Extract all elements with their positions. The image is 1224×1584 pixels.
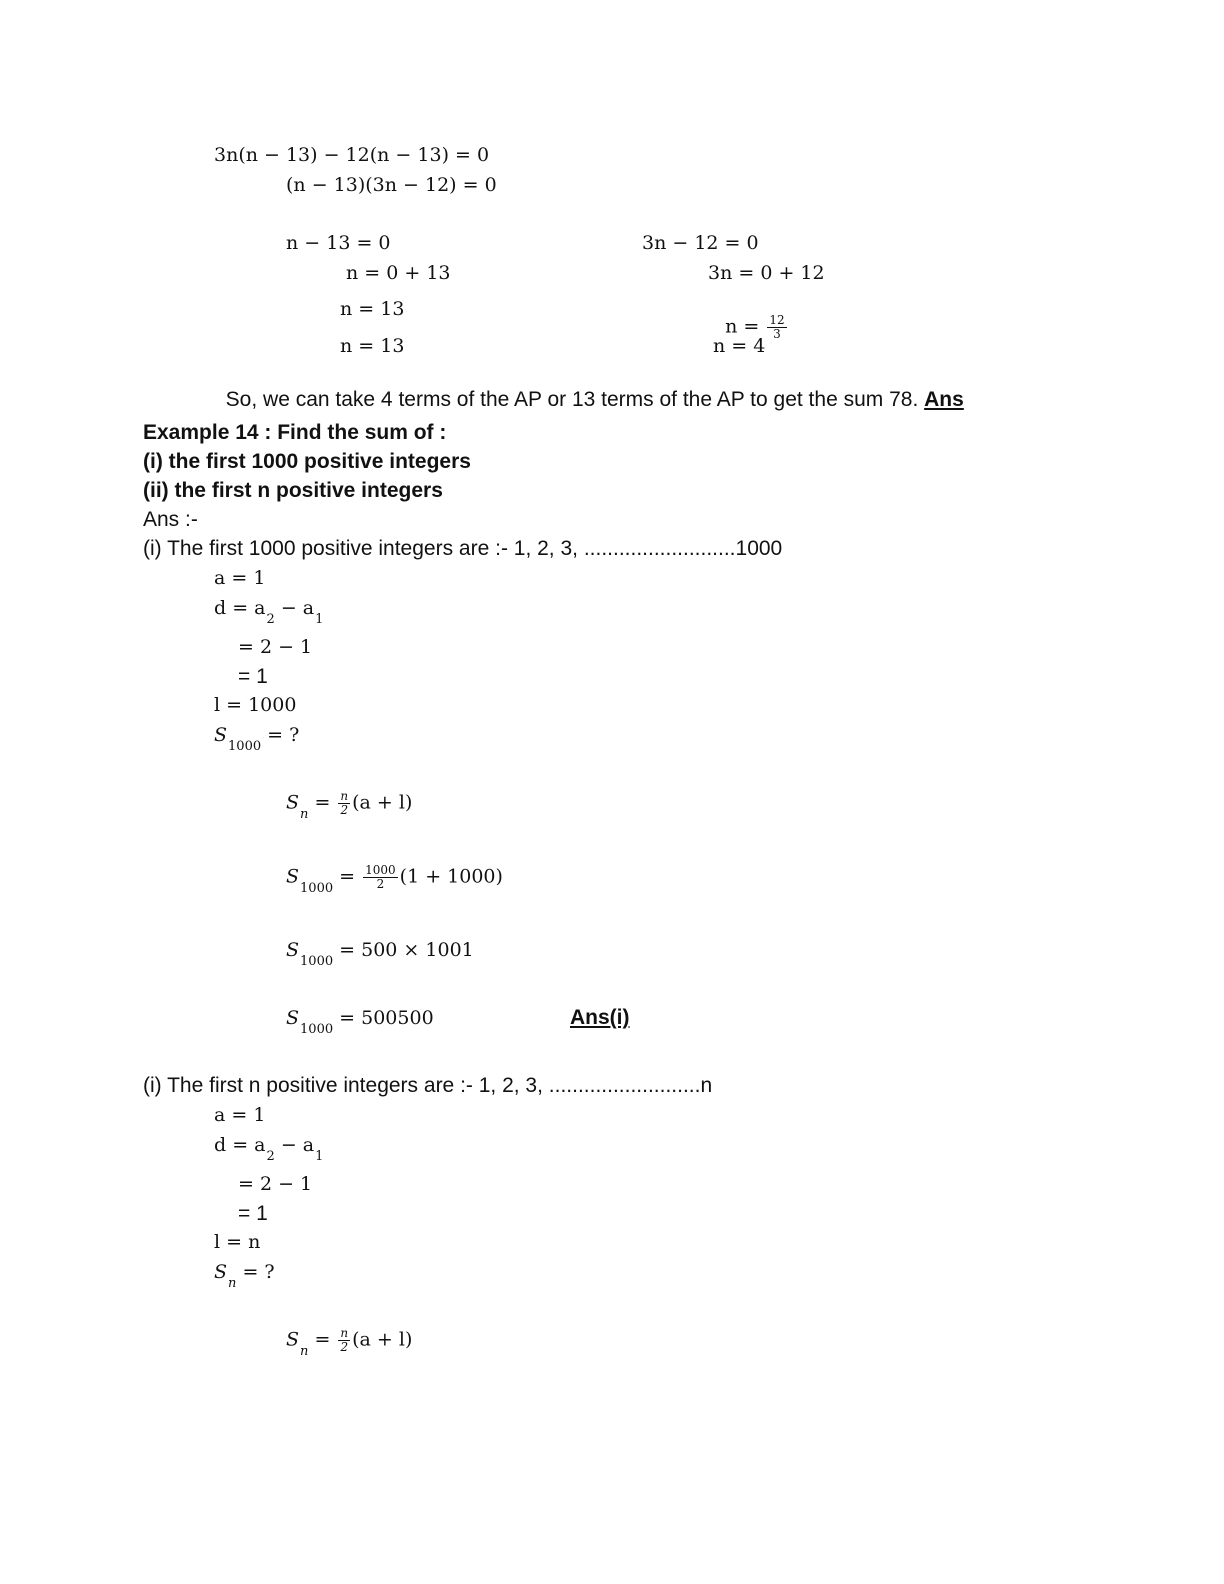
left-eq-3: n = 13 — [340, 298, 405, 320]
part-ii-intro: (i) The first n positive integers are :- 1, 2, 3, ..........................n — [143, 1074, 713, 1097]
ans-label: Ans — [924, 388, 964, 411]
part-i-intro: (i) The first 1000 positive integers are :- 1, 2, 3, ..........................1000 — [143, 537, 783, 560]
equation-factored: (n − 13)(3n − 12) = 0 — [286, 174, 497, 196]
part-i-l: l = 1000 — [214, 694, 297, 716]
right-eq-4: n = 4 — [713, 335, 766, 357]
fraction: $\frac{n}{2}$ — [340, 1326, 349, 1354]
part-ii-d-step: = 2 − 1 — [238, 1173, 313, 1195]
ans-heading: Ans :- — [143, 508, 198, 531]
left-eq-2: n = 0 + 13 — [346, 262, 451, 284]
right-eq-3 — [713, 292, 789, 341]
example-part-1: (i) the first 1000 positive integers — [143, 450, 471, 473]
example-title: Example 14 : Find the sum of : — [143, 421, 447, 444]
part-ii-l: l = n — [214, 1231, 261, 1253]
fraction: $\frac{12}{3}$ — [769, 313, 785, 341]
part-i-s: $S_{1000}$ = ? — [214, 724, 300, 754]
equation-factor-step: 3n(n − 13) − 12(n − 13) = 0 — [214, 144, 490, 166]
part-i-d-result: = 1 — [238, 665, 268, 688]
part-ii-a: a = 1 — [214, 1104, 266, 1126]
example-part-2: (ii) the first n positive integers — [143, 479, 443, 502]
fraction: $\frac{1000}{2}$ — [365, 863, 396, 891]
part-i-formula: $S_n$ = $\frac{n}{2}$ (a + l) — [286, 789, 413, 822]
part-i-step-1: $S_{1000}$ = $\frac{1000}{2}$ (1 + 1000) — [286, 863, 503, 896]
right-eq-2: 3n = 0 + 12 — [708, 262, 825, 284]
part-i-d-step: = 2 − 1 — [238, 636, 313, 658]
part-ii-s: $S_n$ = ? — [214, 1261, 275, 1291]
part-i-step-2: $S_{1000} = 500 \times 1001$ — [286, 939, 474, 969]
conclusion-text: So, we can take 4 terms of the AP or 13 terms of the AP to get the sum 78. — [225, 388, 925, 411]
part-ii-formula: $S_n$ = $\frac{n}{2}$ (a + l) — [286, 1326, 413, 1359]
fraction: $\frac{n}{2}$ — [340, 789, 349, 817]
right-eq-1: 3n − 12 = 0 — [642, 232, 759, 254]
left-eq-4: n = 13 — [340, 335, 405, 357]
part-i-a: a = 1 — [214, 567, 266, 589]
part-i-ans: Ans(i) — [570, 1006, 630, 1029]
right-eq-3-lhs: n = — [725, 315, 766, 338]
part-ii-d-result: = 1 — [238, 1202, 268, 1225]
left-eq-1: n − 13 = 0 — [286, 232, 391, 254]
part-i-step-3: $S_{1000} = 500500$ — [286, 1007, 434, 1037]
conclusion-line — [214, 364, 964, 412]
part-ii-d: $d = a_2 - a_1$ — [214, 1134, 324, 1164]
part-i-d: $d = a_2 - a_1$ — [214, 597, 324, 627]
